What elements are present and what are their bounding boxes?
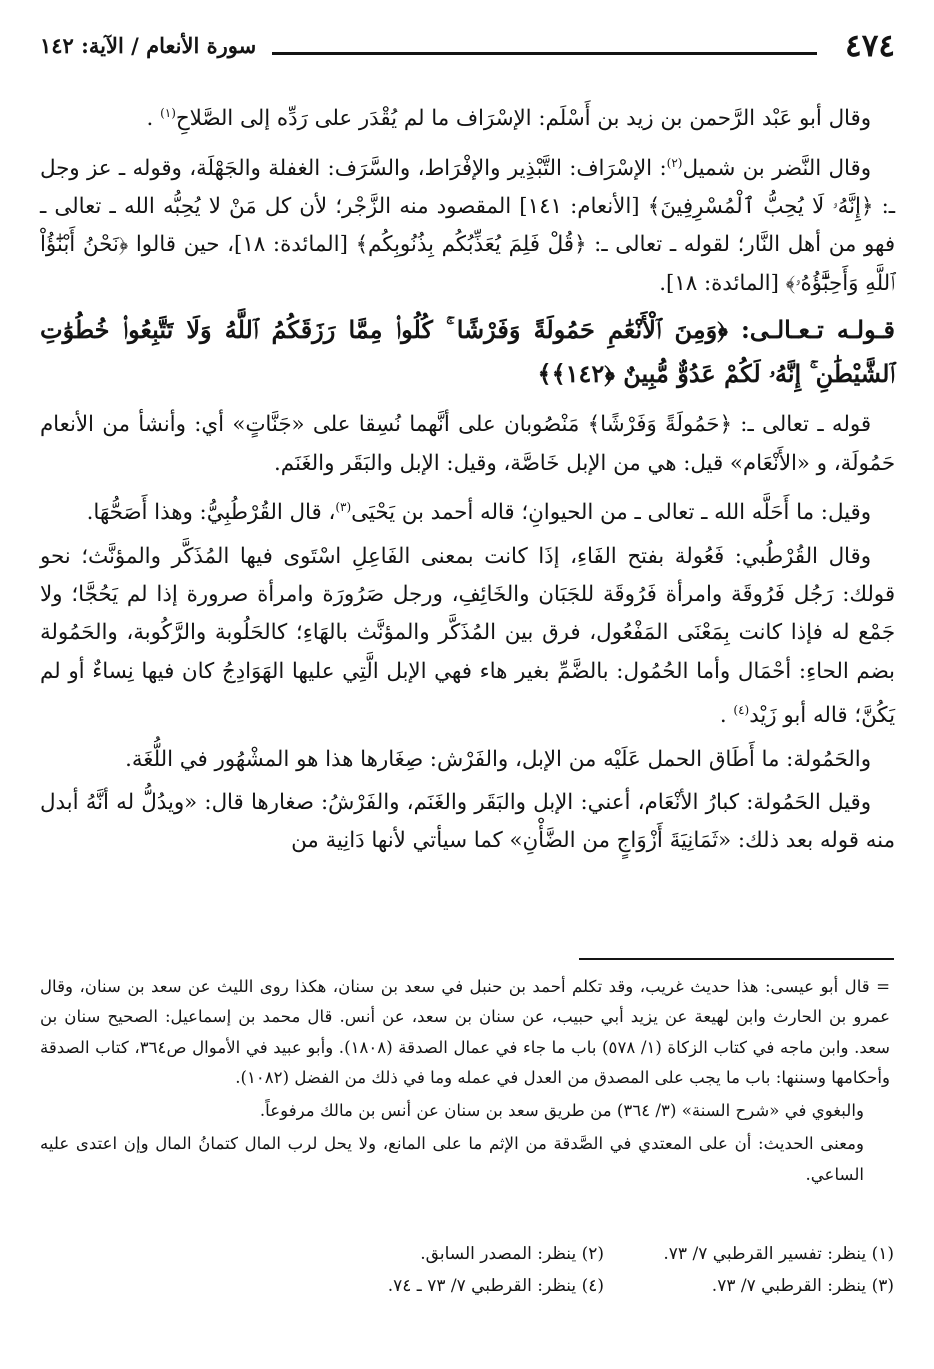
- paragraph-text: وقال أبو عَبْد الرَّحمن بن زيد بن أَسْلَم: الإسْرَاف ما لم يُقْدَر على رَدِّه إلى الصَّلاحِ: [175, 106, 871, 132]
- footnote-paragraph: ومعنى الحديث: أن على المعتدي في الصَّدقة من الإثم ما على المانع، ولا يحل لرب المال كتمانُ المال وإن اعتدى عليه الساعي.: [40, 1134, 864, 1184]
- paragraph-tail: : الإسْرَاف: التَّبْذِير والإفْرَاط، والسَّرَف: الغفلة والجَهْلَة، وقوله ـ عز وجل ـ: ﴿إِنَّهُۥ لَا يُحِبُّ ٱلْمُسْرِفِينَ﴾ [الأنعام: ١٤١] المقصود منه الزَّجْر؛ لأن كل مَنْ لا يُحِبُّه الله ـ تعالى ـ فهو من أهل النَّار؛ لقوله ـ تعالى ـ: ﴿قُلْ فَلِمَ يُعَذِّبُكُم بِذُنُوبِكُم﴾ [المائدة: ١٨]، حين قالوا ﴿نَحْنُ أَبْنَٰٓؤُاْ ٱللَّهِ وَأَحِبَّٰٓؤُهُۥ﴾ [المائدة: ١٨].: [40, 155, 896, 296]
- paragraph-tail: .: [719, 703, 734, 729]
- paragraph: [40, 784, 895, 861]
- footnote-3: (٣) ينظر: القرطبي ٧/ ٧٣.: [711, 1276, 894, 1296]
- paragraph-text: وقيل الحَمُولة: كبارُ الأنْعَام، أعني: الإبل والبَقَر والغَنَم، والفَرْشُ: صغارها قال: «ويدُلُّ له أنَّهُ أبدل منه قوله بعد ذلك: «ثَمَانِيَةَ أَزْوَاجٍ من الضَّأْنِ» كما سيأتي لأنها دَانِية من: [40, 790, 895, 854]
- verse-text: قـولـه تـعـالـى: ﴿وَمِنَ ٱلْأَنْعَٰمِ حَمُولَةً وَفَرْشًا ۚ كُلُوا۟ مِمَّا رَزَقَكُمُ ٱللَّهُ وَلَا تَتَّبِعُوا۟ خُطُوَٰتِ ٱلشَّيْطَٰنِ ۚ إِنَّهُۥ لَكُمْ عَدُوٌّ مُّبِينٌ ﴿١٤٢﴾﴾: [40, 315, 895, 389]
- paragraph-tail: .: [146, 106, 161, 132]
- paragraph-text: قوله ـ تعالى ـ: ﴿حَمُولَةً وَفَرْشًا﴾ مَنْصُوبان على أنَّهما نُسِقا على «جَنَّاتٍ» أي: وأنشأ من الأنعام حَمُولَة، و «الأَنْعَام» قيل: هي من الإبل خَاصَّة، وقيل: الإبل والبَقَر والغَنَم.: [40, 412, 895, 476]
- main-text: [40, 94, 895, 866]
- paragraph-text: وقال النَّضر بن شميل: [682, 155, 871, 181]
- paragraph-text: وقيل: ما أَحَلَّه الله ـ تعالى ـ من الحيوانِ؛ قاله أحمد بن يَحْيَى: [351, 500, 871, 526]
- footnote-references: [94, 1238, 894, 1302]
- footnote-row: [94, 1238, 894, 1270]
- footnotes: [40, 972, 890, 1193]
- paragraph-tail: ، قال القُرْطُبِيُّ: وهذا أَصَحُّهَا.: [86, 500, 336, 526]
- paragraph-text: والحَمُولة: ما أَطَاق الحمل عَلَيْه من الإبل، والفَرْش: صِغَارها هذا هو المشْهُور في اللُّغَة.: [125, 746, 871, 772]
- paragraph-text: وقال القُرْطُبي: فَعُولة بفتح الفَاءِ، إذَا كانت بمعنى الفَاعِلِ اسْتَوى فيها المُذَكَّر والمؤنَّث؛ نحو قولك: رَجُل فَرُوقَة وامرأة فَرُوقَة للجَبَان والخَائِفِ، ورجل صَرُورَة وامرأة صرورة إذا لم يَحُجَّا؛ ولا جَمْع له فإذا كانت بِمَعْنَى المَفْعُول، فرق بين المُذَكَّر والمؤنَّث بالهَاءِ؛ كالحَلُوبة والرَّكُوبة، والحَمُولة بضم الحاءِ: أحْمَال وأما الحُمُول: بالضَّمِّ بغير هاء فهي الإبل الَّتِي عليها الهَوَادِجُ كان فيها نِساءٌ أو لم يَكُنَّ؛ قاله أبو زَيْد: [40, 543, 895, 729]
- page-header: [40, 26, 895, 70]
- paragraph: [40, 94, 895, 139]
- header-rule: [272, 52, 817, 55]
- paragraph: [40, 538, 895, 736]
- footnote-1: (١) ينظر: تفسير القرطبي ٧/ ٧٣.: [663, 1244, 894, 1264]
- footnote-marker: (١): [160, 106, 176, 120]
- footnote-paragraph: = قال أبو عيسى: هذا حديث غريب، وقد تكلم أحمد بن حنبل في سعد بن سنان، هكذا روى الليث عن سعد بن سنان، وقال عمرو بن الحارث وابن لهيعة عن يزيد أبي حبيب، عن سنان بن سعد، عن أنس. قال محمد بن إسماعيل: الصحيح سنان بن سعد. وابن ماجه في كتاب الزكاة (١/ ٥٧٨) باب ما جاء في عمال الصدقة (١٨٠٨). وأبو عبيد في الأموال ص٣٦٤، كتاب الصدقة وأحكامها وسننها: باب ما يجب على المصدق من العدل في عمله وما في ذلك من الفضل (١٠٨٢).: [40, 977, 890, 1087]
- paragraph: [40, 406, 895, 483]
- running-title: سورة الأنعام / الآية: ١٤٢: [40, 33, 257, 58]
- footnote-row: [94, 1270, 894, 1302]
- footnote-paragraph: والبغوي في «شرح السنة» (٣/ ٣٦٤) من طريق سعد بن سنان عن أنس بن مالك مرفوعاً.: [259, 1101, 864, 1121]
- footnote-2: (٢) ينظر: المصدر السابق.: [420, 1244, 604, 1264]
- page-number: ٤٧٤: [845, 28, 895, 64]
- footnote-separator: [579, 958, 894, 960]
- footnote-marker: (٤): [733, 703, 750, 718]
- footnote-marker: (٢): [666, 155, 683, 170]
- paragraph: [40, 144, 895, 304]
- footnote-4: (٤) ينظر: القرطبي ٧/ ٧٣ ـ ٧٤.: [387, 1276, 604, 1296]
- paragraph: [40, 741, 895, 779]
- paragraph: [40, 488, 895, 533]
- footnote-marker: (٣): [335, 500, 352, 515]
- quran-verse: [40, 308, 895, 396]
